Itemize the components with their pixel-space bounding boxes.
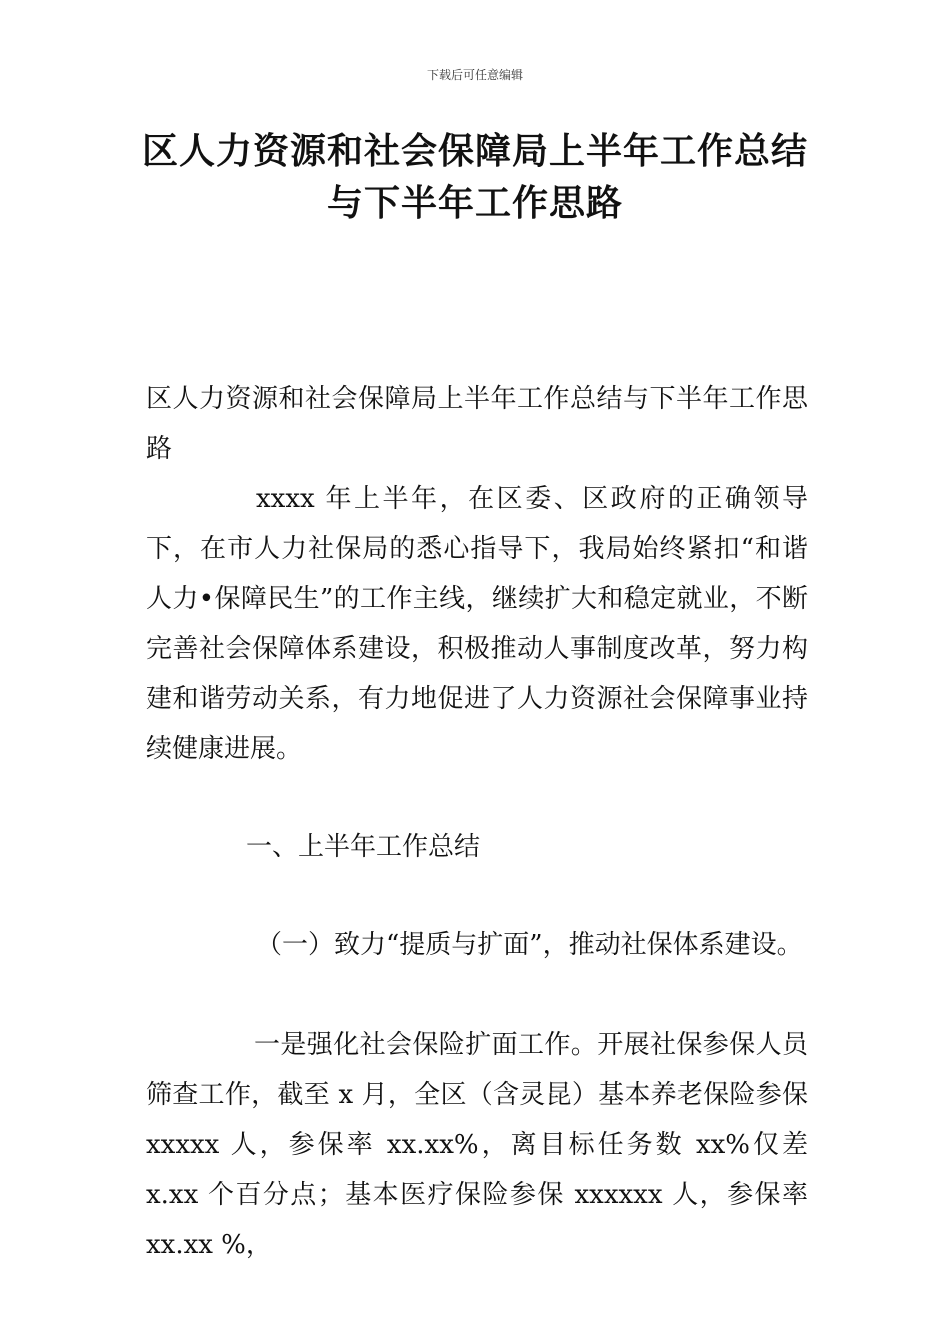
section-heading: 一、上半年工作总结 bbox=[246, 832, 481, 862]
body-paragraph: 一是强化社会保险扩面工作。开展社保参保人员筛查工作，截至 x 月，全区（含灵昆）基本养老保险参保 xxxxx 人，参保率 xx.xx%，离目标任务数 xx%仅差 x.xx 个百分点；基本医疗保险参保 xxxxxx 人，参保率 xx.xx %， bbox=[146, 1030, 808, 1260]
subsection-heading: （一）致力“提质与扩面”，推动社保体系建设。 bbox=[256, 930, 803, 960]
document-title bbox=[0, 126, 950, 230]
intro-paragraph: xxxx 年上半年，在区委、区政府的正确领导下，在市人力社保局的悉心指导下，我局始终紧扣“和谐人力•保障民生”的工作主线，继续扩大和稳定就业，不断完善社会保障体系建设，积极推动人事制度改革，努力构建和谐劳动关系，有力地促进了人力资源社会保障事业持续健康进展。 bbox=[146, 484, 808, 764]
title-line-2: 与下半年工作思路 bbox=[326, 183, 623, 224]
title-line-1: 区人力资源和社会保障局上半年工作总结 bbox=[141, 131, 808, 172]
header-note: 下载后可任意编辑 bbox=[426, 68, 523, 82]
body-subtitle: 区人力资源和社会保障局上半年工作总结与下半年工作思路 bbox=[146, 384, 808, 464]
